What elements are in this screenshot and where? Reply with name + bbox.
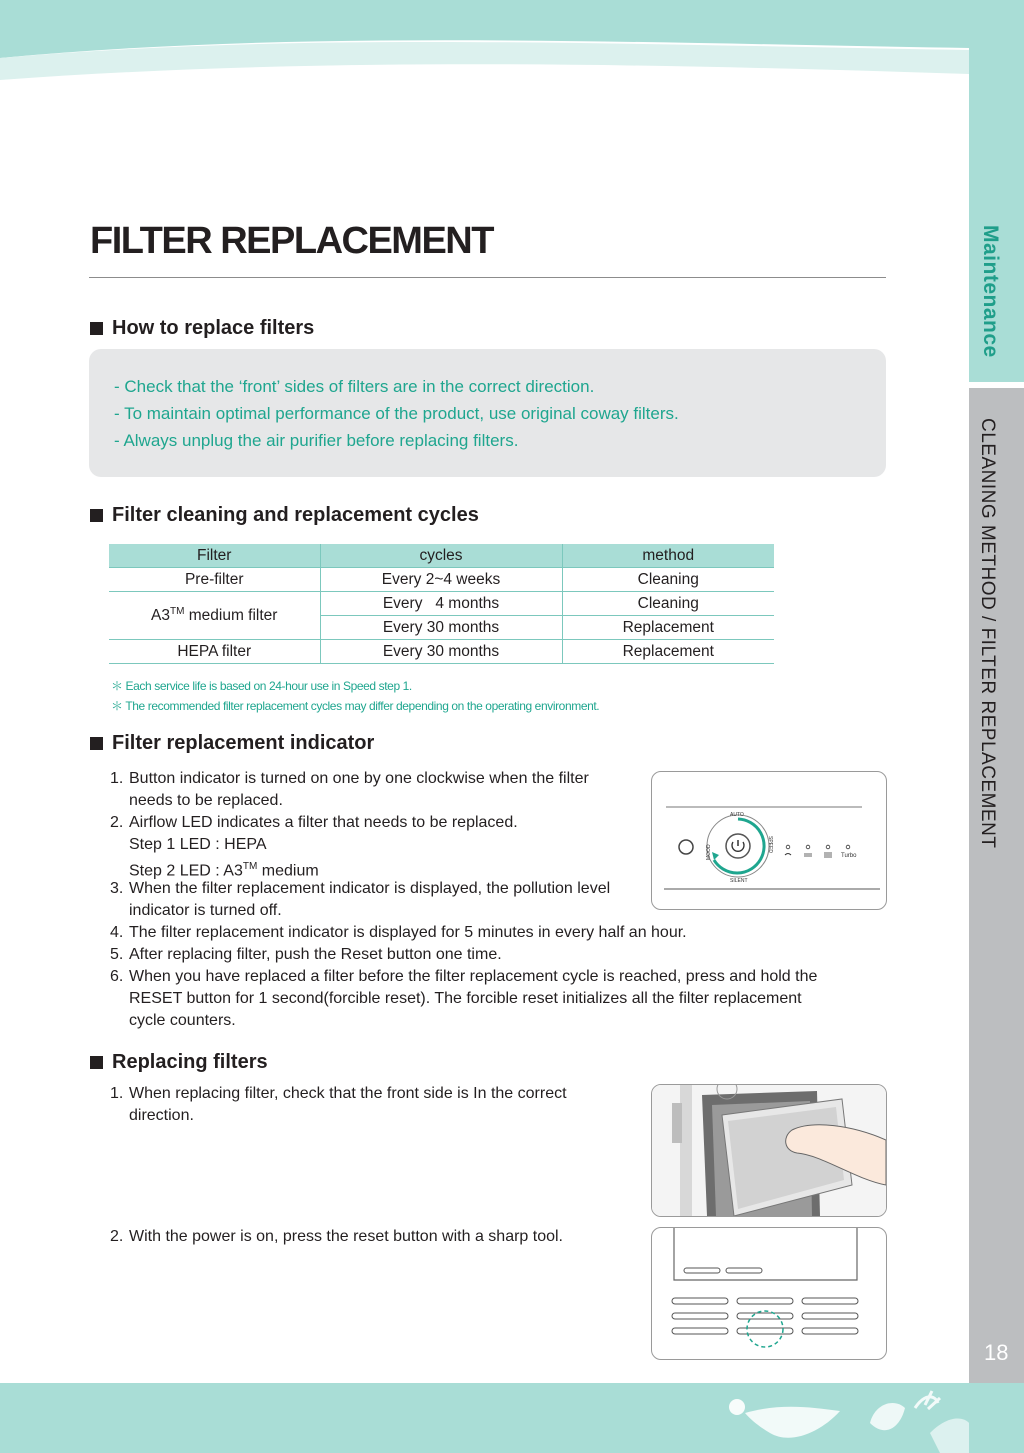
- reset-button-illustration: [651, 1227, 887, 1360]
- list-item: 6. When you have replaced a filter before the filter replacement cycle is reached, press and hold the: [110, 968, 818, 985]
- control-panel-illustration: [651, 771, 887, 910]
- reset-button-highlight-icon: [747, 1311, 783, 1347]
- table-row: [109, 568, 774, 592]
- caution-line: - Check that the ‘front’ sides of filters are in the correct direction.: [114, 377, 595, 396]
- table-footnote: ＊ Each service life is based on 24-hour use in Speed step 1.: [111, 679, 412, 693]
- list-item: 2. Airflow LED indicates a filter that needs to be replaced.: [110, 814, 518, 831]
- page-number: 18: [984, 1340, 1009, 1365]
- cycles-table: [109, 544, 774, 664]
- table-cell: A3™ medium filter: [109, 592, 320, 640]
- bottom-decor-band-right: [969, 1383, 1024, 1453]
- list-item-continuation: Step 1 LED : HEPA: [129, 836, 267, 853]
- panel-label-speed: SPEED: [767, 836, 773, 853]
- list-item-continuation: RESET button for 1 second(forcible reset). The forcible reset initializes all the filter replacement: [129, 990, 802, 1007]
- table-footnote: ＊ The recommended filter replacement cycles may differ depending on the operating environment.: [111, 699, 600, 713]
- list-item-continuation: direction.: [129, 1107, 194, 1124]
- list-item: 5. After replacing filter, push the Reset button one time.: [110, 946, 502, 963]
- table-cell: Every 30 months: [320, 640, 562, 664]
- table-cell: Cleaning: [562, 568, 774, 592]
- list-item: 1. Button indicator is turned on one by one clockwise when the filter: [110, 770, 589, 787]
- title-divider: [89, 277, 886, 278]
- section-heading-how-to: How to replace filters: [90, 317, 314, 340]
- side-tab-section-label: CLEANING METHOD / FILTER REPLACEMENT: [977, 418, 998, 849]
- table-cell: Replacement: [562, 616, 774, 640]
- section-heading-replacing: Replacing filters: [90, 1051, 268, 1074]
- list-item: 4. The filter replacement indicator is displayed for 5 minutes in every half an hour.: [110, 924, 687, 941]
- filter-insertion-drawing: [652, 1085, 886, 1216]
- table-cell: Pre-filter: [109, 568, 320, 592]
- page-title: FILTER REPLACEMENT: [90, 220, 493, 262]
- panel-label-silent: SILENT: [730, 878, 748, 884]
- table-cell: HEPA filter: [109, 640, 320, 664]
- section-heading-indicator: Filter replacement indicator: [90, 732, 374, 755]
- table-cell: Cleaning: [562, 592, 774, 616]
- square-bullet-icon: [90, 322, 103, 335]
- reset-button-drawing: [652, 1228, 886, 1359]
- list-item-continuation: needs to be replaced.: [129, 792, 283, 809]
- table-cell: Replacement: [562, 640, 774, 664]
- square-bullet-icon: [90, 1056, 103, 1069]
- table-row: [109, 592, 774, 616]
- table-cell: Every 2~4 weeks: [320, 568, 562, 592]
- section-heading-cycles: Filter cleaning and replacement cycles: [90, 504, 479, 527]
- table-cell: Every 30 months: [320, 616, 562, 640]
- caution-line: - Always unplug the air purifier before replacing filters.: [114, 431, 519, 450]
- leaf-decoration-icon: [700, 1383, 969, 1453]
- list-item: 3. When the filter replacement indicator is displayed, the pollution level: [110, 880, 611, 897]
- list-item-continuation: cycle counters.: [129, 1012, 236, 1029]
- panel-label-auto: AUTO: [730, 812, 744, 818]
- caution-line: - To maintain optimal performance of the product, use original coway filters.: [114, 404, 679, 423]
- reset-button-icon: [679, 840, 693, 854]
- list-item: 1. When replacing filter, check that the front side is In the correct: [110, 1085, 567, 1102]
- panel-label-turbo: Turbo: [841, 853, 857, 859]
- column-header: cycles: [320, 544, 562, 568]
- column-header: method: [562, 544, 774, 568]
- side-tab-maintenance-label: Maintenance: [979, 225, 1002, 358]
- list-item: 2. With the power is on, press the reset button with a sharp tool.: [110, 1228, 563, 1245]
- panel-label-mood: MOOD: [706, 844, 712, 860]
- list-item-continuation: indicator is turned off.: [129, 902, 282, 919]
- square-bullet-icon: [90, 737, 103, 750]
- table-cell: Every 4 months: [320, 592, 562, 616]
- list-item-continuation: Step 2 LED : A3™ medium: [129, 861, 319, 880]
- control-panel-drawing: [652, 772, 886, 909]
- top-decor-band: [0, 0, 1024, 80]
- column-header: Filter: [109, 544, 320, 568]
- filter-insertion-illustration: [651, 1084, 887, 1217]
- table-header-row: [109, 544, 774, 568]
- square-bullet-icon: [90, 509, 103, 522]
- table-row: [109, 640, 774, 664]
